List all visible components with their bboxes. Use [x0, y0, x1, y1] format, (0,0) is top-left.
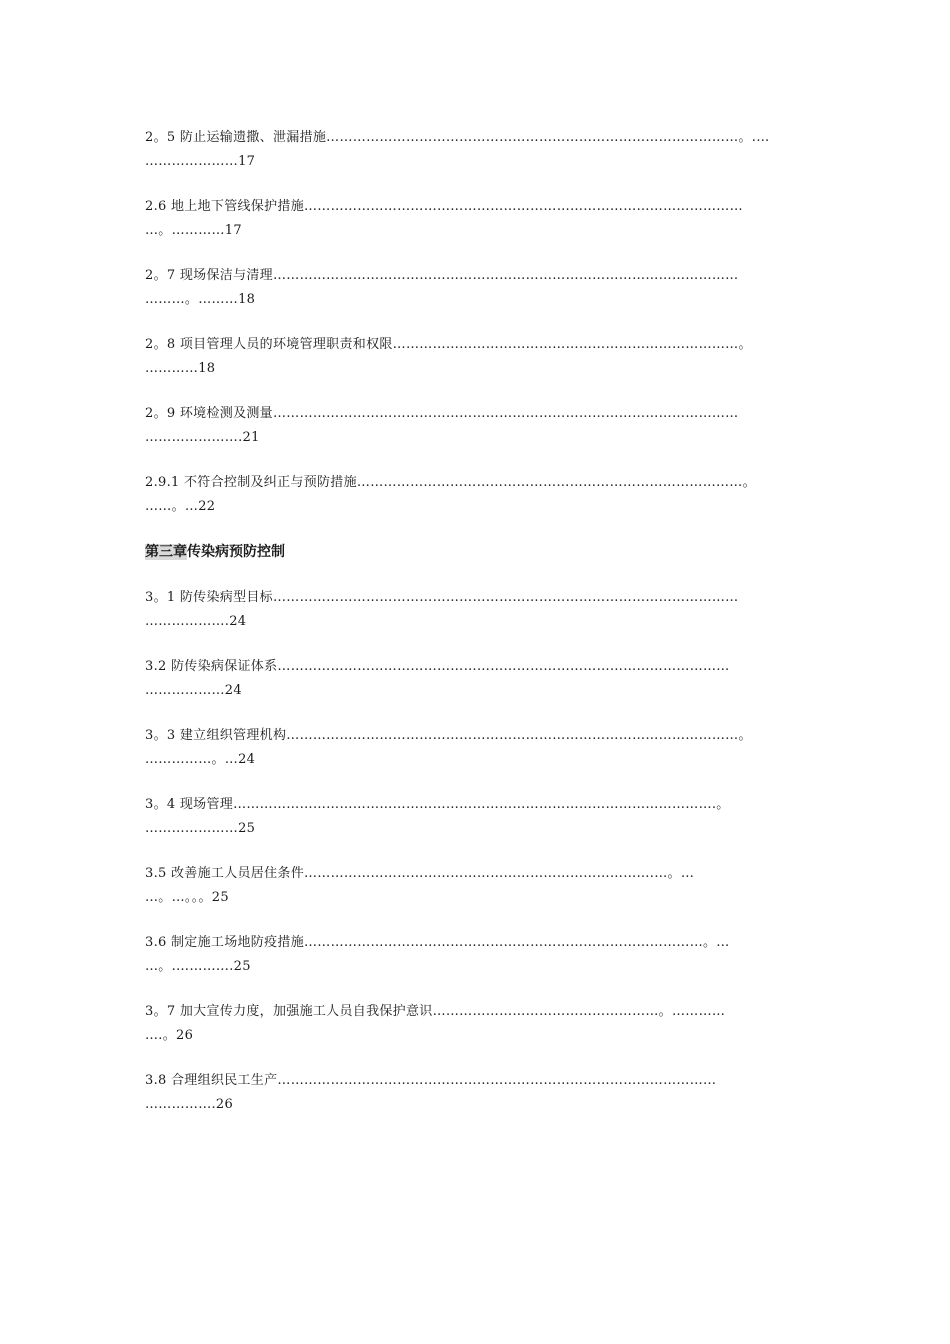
toc-entry-title-line: 3.8 合理组织民工生产………………………………………………………………………………………: [145, 1073, 717, 1088]
chapter-3-title: 传染病预防控制: [187, 544, 285, 560]
toc-entry-3-8[interactable]: [145, 1069, 805, 1117]
toc-entry-3-3[interactable]: [145, 724, 805, 772]
toc-entry-page-line: …………………17: [145, 154, 256, 169]
toc-entry-page-line: ……………….24: [145, 614, 247, 629]
chapter-3-heading[interactable]: [145, 540, 805, 564]
toc-entry-title-line: 3。3 建立组织管理机构…………………………………………………………………………………………。: [145, 728, 752, 743]
toc-entry-2-5[interactable]: [145, 126, 805, 174]
toc-entry-page-line: …………….26: [145, 1097, 234, 1112]
toc-entry-title-line: 3.5 改善施工人员居住条件…………………………………………………………………….…。…: [145, 866, 695, 881]
toc-entry-2-6[interactable]: [145, 195, 805, 243]
toc-entry-page-line: …。.………….25: [145, 959, 251, 974]
toc-entry-title-line: 3。7 加大宣传力度，加强施工人员自我保护意识……………………………………………。…………: [145, 1004, 726, 1019]
toc-entry-title-line: 2。8 项目管理人员的环境管理职责和权限……………………………………………………………………。: [145, 337, 752, 352]
toc-entry-3-6[interactable]: [145, 931, 805, 979]
toc-entry-title-line: 3。4 现场管理……………………………………………………………………………………………….。: [145, 797, 730, 812]
toc-entry-page-line: ……。…22: [145, 499, 216, 514]
toc-entry-page-line: ……………。…24: [145, 752, 256, 767]
toc-entry-2-7[interactable]: [145, 264, 805, 312]
toc-entry-2-9[interactable]: [145, 402, 805, 450]
toc-entry-3-1[interactable]: [145, 586, 805, 634]
toc-entry-title-line: 2.6 地上地下管线保护措施………………………………………………………………………………………: [145, 199, 743, 214]
chapter-3-highlight: 第三章: [145, 544, 187, 560]
toc-entry-title-line: 2。9 环境检测及测量……………………………………………………………………………………………: [145, 406, 739, 421]
toc-entry-title-line: 3.2 防传染病保证体系…………………………………………………………………………………………: [145, 659, 730, 674]
toc-entry-3-4[interactable]: [145, 793, 805, 841]
toc-entry-page-line: ….。26: [145, 1028, 194, 1043]
toc-entry-page-line: …。…………17: [145, 223, 242, 238]
toc-entry-3-2[interactable]: [145, 655, 805, 703]
table-of-contents: [145, 126, 805, 1138]
toc-entry-3-7[interactable]: [145, 1000, 805, 1048]
toc-entry-title-line: 2。7 现场保洁与清理……………………………………………………………………………………………: [145, 268, 739, 283]
toc-entry-page-line: …………………25: [145, 821, 256, 836]
toc-entry-title-line: 2。5 防止运输遗撒、泄漏措施…………………………………………………………………………………。.…: [145, 130, 770, 145]
toc-entry-page-line: …………18: [145, 361, 216, 376]
toc-entry-title-line: 3。1 防传染病型目标……………………………………………………………………………………………: [145, 590, 739, 605]
toc-entry-page-line: …。…。。。25: [145, 890, 229, 905]
toc-entry-title-line: 2.9.1 不符合控制及纠正与预防措施……………………………………………………………………………。: [145, 475, 756, 490]
toc-entry-2-9-1[interactable]: [145, 471, 805, 519]
toc-entry-3-5[interactable]: [145, 862, 805, 910]
toc-entry-page-line: ………………24: [145, 683, 242, 698]
toc-entry-2-8[interactable]: [145, 333, 805, 381]
toc-entry-page-line: ………。………18: [145, 292, 256, 307]
toc-entry-title-line: 3.6 制定施工场地防疫措施………………………………………………………………………………。…: [145, 935, 730, 950]
toc-entry-page-line: ………………….21: [145, 430, 260, 445]
